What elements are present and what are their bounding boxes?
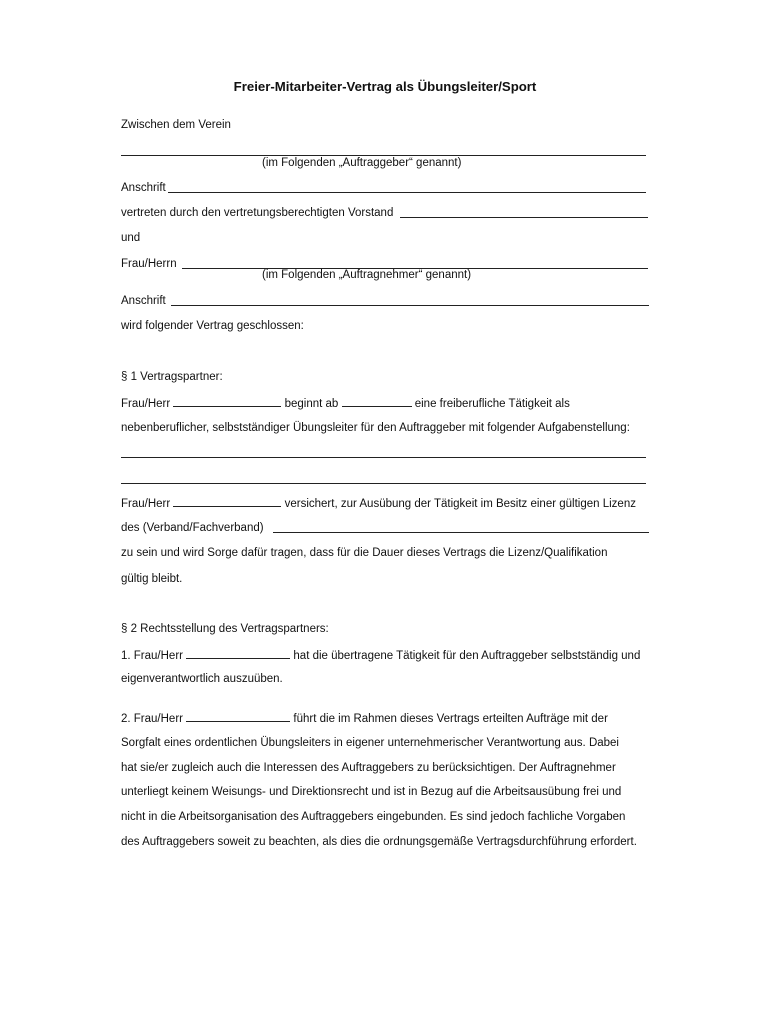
represented-row xyxy=(121,206,393,220)
federation-label: des (Verband/Fachverband) xyxy=(121,522,264,534)
address-line-2[interactable] xyxy=(171,305,649,306)
address-label-2: Anschrift xyxy=(121,295,166,307)
section2-p2-line1 xyxy=(121,710,608,726)
section2-p2-line5: nicht in die Arbeitsorganisation des Auftraggebers eingebunden. Es sind jedoch fachliche Vorgaben xyxy=(121,811,626,823)
task-line-2[interactable] xyxy=(121,483,646,484)
section2-p2-line3: hat sie/er zugleich auch die Interessen des Auftraggebers zu berücksichtigen. Der Auftragnehmer xyxy=(121,762,616,774)
contract-concluded: wird folgender Vertrag geschlossen: xyxy=(121,320,304,332)
address-label-1: Anschrift xyxy=(121,182,166,194)
license-line4: gültig bleibt. xyxy=(121,573,183,585)
mr-mrs-label: Frau/Herrn xyxy=(121,258,177,270)
address-line-1[interactable] xyxy=(168,192,646,193)
federation-row xyxy=(121,521,264,535)
mr-mrs-label-license: Frau/Herr xyxy=(121,498,171,510)
name-blank-p1[interactable] xyxy=(186,647,290,659)
represented-by-label: vertreten durch den vertretungsberechtigten Vorstand xyxy=(121,207,394,219)
section2-p2-line6: des Auftraggebers soweit zu beachten, als dies die ordnungsgemäße Vertragsdurchführung erfordert. xyxy=(121,836,637,848)
section2-p2-line2: Sorgfalt eines ordentlichen Übungsleiters in eigener unternehmerischer Verantwortung aus. Dabei xyxy=(121,737,619,749)
mr-mrs-label-p1: 1. Frau/Herr xyxy=(121,650,183,662)
client-designation: (im Folgenden „Auftraggeber“ genannt) xyxy=(262,157,462,169)
section2-p1-line2: eigenverantwortlich auszuüben. xyxy=(121,673,283,685)
mr-mrs-label-p2: 2. Frau/Herr xyxy=(121,713,183,725)
section1-line2: nebenberuflicher, selbstständiger Übungsleiter für den Auftraggeber mit folgender Aufgabenstellung: xyxy=(121,422,630,434)
section2-p1-line1 xyxy=(121,647,640,663)
assures-license-label: versichert, zur Ausübung der Tätigkeit im Besitz einer gültigen Lizenz xyxy=(284,498,636,510)
board-line[interactable] xyxy=(400,217,648,218)
section2-heading: § 2 Rechtsstellung des Vertragspartners: xyxy=(121,623,329,635)
task-line-1[interactable] xyxy=(121,457,646,458)
section1-heading: § 1 Vertragspartner: xyxy=(121,371,223,383)
begins-from-label: beginnt ab xyxy=(284,398,339,410)
p1-text: hat die übertragene Tätigkeit für den Auftraggeber selbstständig und xyxy=(293,650,641,662)
name-blank-s1[interactable] xyxy=(173,395,281,407)
contractor-row xyxy=(121,257,177,271)
address-row-2 xyxy=(121,294,166,308)
license-line1 xyxy=(121,495,636,511)
license-line3: zu sein und wird Sorge dafür tragen, dass für die Dauer dieses Vertrags die Lizenz/Qualifikation xyxy=(121,547,608,559)
section2-p2-line4: unterliegt keinem Weisungs- und Direktionsrecht und ist in Bezug auf die Arbeitsausübung frei und xyxy=(121,786,622,798)
mr-mrs-label-s1: Frau/Herr xyxy=(121,398,171,410)
section1-line1 xyxy=(121,395,570,411)
contractor-designation: (im Folgenden „Auftragnehmer“ genannt) xyxy=(262,269,472,281)
start-date-blank[interactable] xyxy=(342,395,412,407)
p2-text: führt die im Rahmen dieses Vertrags erteilten Aufträge mit der xyxy=(293,713,608,725)
name-blank-license[interactable] xyxy=(173,495,281,507)
name-blank-p2[interactable] xyxy=(186,710,290,722)
and-label: und xyxy=(121,232,141,244)
document-title: Freier-Mitarbeiter-Vertrag als Übungsleiter/Sport xyxy=(233,79,537,94)
freelance-activity-label: eine freiberufliche Tätigkeit als xyxy=(414,398,570,410)
federation-line[interactable] xyxy=(273,532,649,533)
address-row-1 xyxy=(121,181,166,195)
between-club-label: Zwischen dem Verein xyxy=(121,119,231,131)
